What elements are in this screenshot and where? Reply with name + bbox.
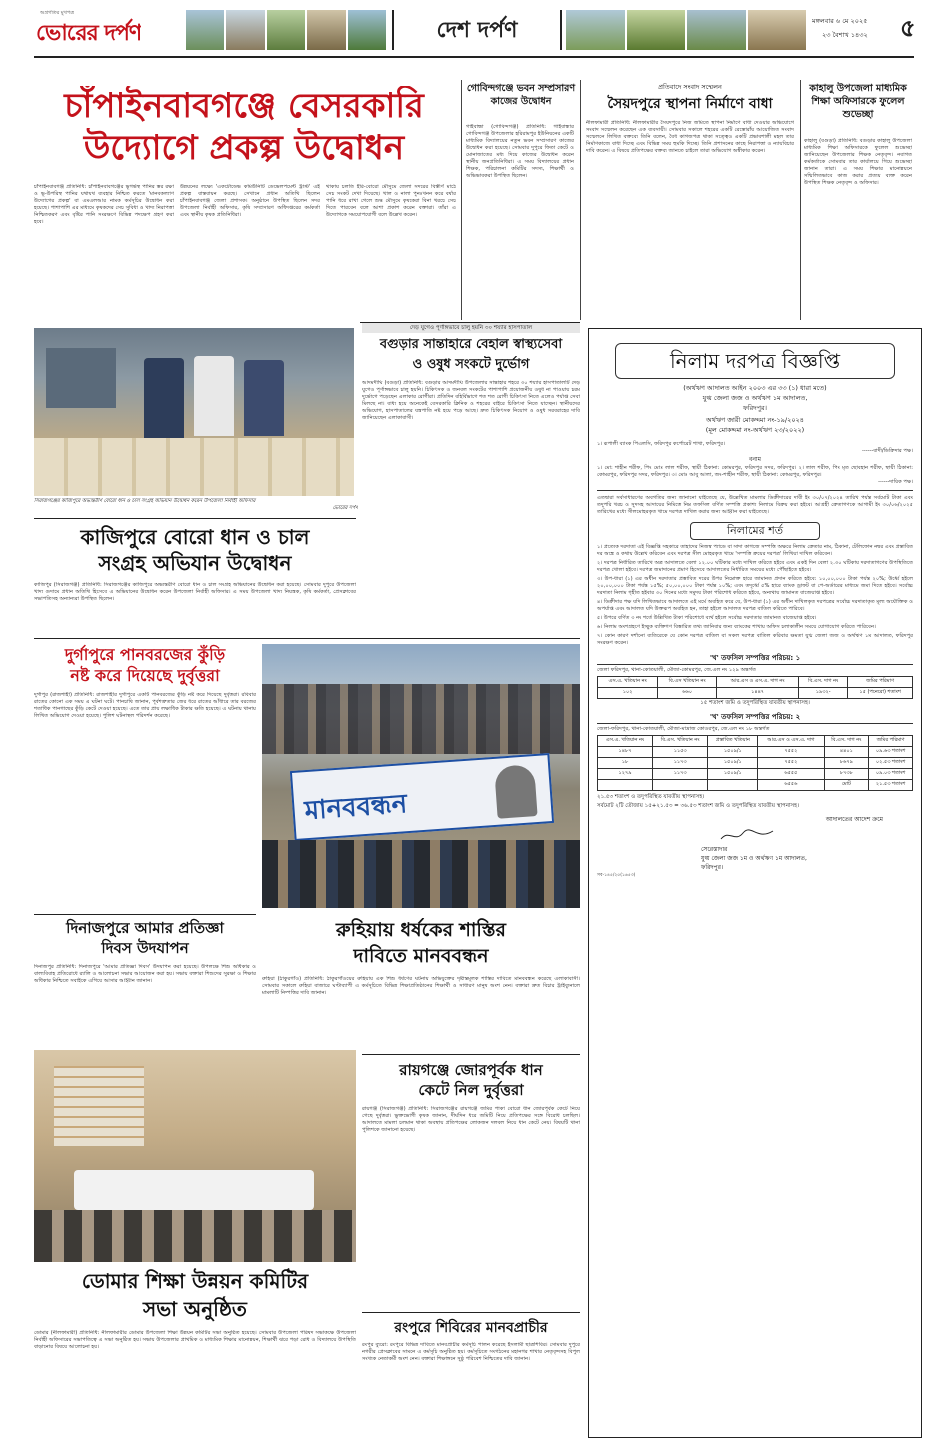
section-box [392,10,562,50]
table-cell: ১৫০৯/১ [708,758,758,769]
ruhia-photo [262,644,580,908]
table-row [598,769,913,780]
kazipur-headline-2[interactable]: সংগ্রহ অভিযান উদ্বোধন [98,551,292,575]
ruhia-headline-2[interactable]: দাবিতে মানববন্ধন [353,945,489,967]
domar-photo [34,1050,356,1262]
table-row [598,688,913,699]
table-cell: ১০২ [598,688,658,699]
durgapur-body: দুর্গাপুর (রাজশাহী) প্রতিনিধি: রাজশাহীর দুর্গাপুরে একটি পানবরজের কুঁড়ি নষ্ট করে দিয়েছে দুর্বৃত্তরা। রবিবার রাতের কোনো এক সময় এ ঘটনা ঘটে। পানচাষি জানান, পূর্বশত্রুতার জের ধরে রাতের আঁধারে তার বরজের শতাধিক পানগাছের কুঁড়ি কেটে দেওয়া হয়েছে। এতে তার প্রায় লক্ষাধিক টাকার ক্ষতি হয়েছে। এ ঘটনায় থানায় লিখিত অভিযোগ দেওয়া হয়েছে। পুলিশ ঘটনাস্থল পরিদর্শন করেছে। [34,692,256,719]
santahar-kicker: দেড় যুগেও পূর্ণাঙ্গভাবে চালু হয়নি ৩০ শয্যার হাসপাতাল [362,323,580,333]
masthead-photo-strip-right [566,10,806,50]
durgapur-headline-2[interactable]: নষ্ট করে দিয়েছে দুর্বৃত্তরা [70,666,220,685]
schedule1-header: বি.এস খতিয়ান নং [658,677,717,688]
notice-party2: ১। মো: শাহীন শরীফ, পিং মোঃ লাল শরীফ, স্থায়ী ঠিকানা: কোমরপুর, ফরিদপুর সদর, ফরিদপুর। ২। লাল শরীফ, পিং মৃত ছোবহান শরীফ, স্থায়ী ঠিকানা: কোমরপুর, ফরিদপুর সদর, ফরিদপুর। ৩। মোঃ আবু আলা, জং-শাহীন শরীফ, স্থায়ী ঠিকানা: কোমরপুর, ফরিদপুর। [597,465,913,478]
table-cell: ৬৫৫৫ [758,769,824,780]
masthead-photo-strip [186,10,386,50]
table-cell [598,780,653,791]
notice-case-no: অর্থঋণ জারী মোকদ্দমা নং-১৯/২০২৪ [705,416,804,424]
table-cell: ১৯৩২- [799,688,848,699]
notice-title: নিলাম দরপত্র বিজ্ঞপ্তি [669,349,841,373]
lead-headline-1[interactable]: চাঁপাইনবাবগঞ্জে বেসরকারি [64,86,424,126]
schedule1-header: বি.এস. দাগ নং [799,677,848,688]
table-cell: ১৮ [598,758,653,769]
schedule1-footer: ১৫ শতাংশ জমি ও তদুপরিস্থিত যাবতীয় স্থাপনাসহ। [700,700,810,706]
logo-tagline: অগ্রগতির মুখপত্র [40,10,75,16]
schedule2-header: প্রস্তাবিত খতিয়ান [708,736,758,747]
notice-party2-role: ------দায়িক পক্ষ। [878,479,913,485]
lead-body-col-2: উন্নয়নের লক্ষ্যে 'একটোডেভ কমিউনিটি ডেভেলপমেন্ট ট্রাস্ট' এই প্রকল্প বাস্তবায়ন করছে। সেখানে প্রধান অতিথি ছিলেন চাঁপাইনবাবগঞ্জ জেলা প্রশাসক। অনুষ্ঠানে উপস্থিত ছিলেন সদর উপজেলা নির্বাহী অফিসার, কৃষি সম্প্রসারণ অধিদপ্তরের কর্মকর্তা এবং স্থানীয় কৃষক প্রতিনিধিরা। [180,184,320,218]
table-cell: ০৯.০৩ শতাংশ [869,769,913,780]
table-cell [708,780,758,791]
notice-orig-case: (মূল মোকদ্দমা নং-অর্থঋণ ২৩/২০২২) [705,426,805,434]
notice-versus: বনাম [749,456,761,463]
ruhia-headline-1[interactable]: রুহিয়ায় ধর্ষকের শাস্তির [336,919,506,941]
kahalu-headline[interactable]: কাহালু উপজেলা মাধ্যমিক শিক্ষা অফিসারকে ফুলেল শুভেচ্ছা [809,83,907,120]
notice-intro: এতদ্বারা সর্বসাধারণের অবগতির জন্য জানানো যাইতেছে যে, উল্লেখিত মামলার ডিক্রীদারের দাবী ইং ৩০/০৭/২০২৪ তারিখ পর্যন্ত সর্বমোট টাকা এবং তদুপরি খরচ ও সুদসহ আদায়ের নিমিত্তে নিম্ন তফসিল বর্ণিত সম্পত্তি প্রকাশ্য নিলামে বিক্রয় করা হইবে। আগ্রহী ক্রেতাগণকে আগামী ইং ৩০/০৬/২০২৫ তারিখের মধ্যে সীলমোহরকৃত খামে দরপত্র দাখিল করার জন্য আহ্বান করা যাইতেছে। [597,495,913,515]
schedule2-header: বি.এস. খতিয়ান নং [652,736,707,747]
gobindaganj-body: গাইবান্ধা (গোবিন্দগঞ্জ) প্রতিনিধি: গাইবান্ধার গোবিন্দগঞ্জ উপজেলার হরিরামপুর ইউনিয়নের একটি মাধ্যমিক বিদ্যালয়ের নতুন ভবন সম্প্রসারণ কাজের উদ্বোধন করা হয়েছে। সোমবার দুপুরে ফিতা কেটে ও মোনাজাতের মধ্য দিয়ে কাজের উদ্বোধন করেন স্থানীয় জনপ্রতিনিধিরা। এ সময় বিদ্যালয়ের প্রধান শিক্ষক, পরিচালনা কমিটির সদস্য, শিক্ষার্থী ও অভিভাবকরা উপস্থিত ছিলেন। [466,124,574,179]
table-cell: ১১৫৩ [652,747,707,758]
table-cell: ১৫০৯/১ [708,769,758,780]
table-cell: ১২৭৯ [598,769,653,780]
raiganj-body: রায়গঞ্জ (সিরাজগঞ্জ) প্রতিনিধি: সিরাজগঞ্জের রায়গঞ্জে জমির পাকা বোরো ধান জোরপূর্বক কেটে নিয়ে গেছে দুর্বৃত্তরা। ভুক্তভোগী কৃষক জানান, দীর্ঘদিন ধরে জমিটি নিয়ে প্রতিপক্ষের সঙ্গে বিরোধ চলছিল। আদালতে মামলা চলমান থাকা অবস্থায় প্রতিপক্ষের লোকজন দলবল নিয়ে ধান কেটে নেয়। বিষয়টি থানা পুলিশকে জানানো হয়েছে। [362,1106,580,1133]
saidpur-body: নীলফামারী প্রতিনিধি: নীলফামারীর সৈয়দপুরে নিজ জমিতে স্থাপনা নির্মাণে বাধা দেওয়ার অভিযোগে সংবাদ সম্মেলন করেছেন এক ব্যবসায়ী। সোমবার সকালে শহরের একটি রেস্তোরাঁয় আয়োজিত সংবাদ সম্মেলনে লিখিত বক্তব্যে তিনি বলেন, বৈধ কাগজপত্র থাকা সত্ত্বেও একটি প্রভাবশালী মহল তার নির্মাণকাজে বাধা দিচ্ছে এবং বিভিন্ন সময় হুমকি দিচ্ছে। তিনি প্রশাসনের কাছে নিরাপত্তা ও ন্যায়বিচার দাবি করেন। এ বিষয়ে প্রতিপক্ষের বক্তব্য জানতে চাইলে তারা অভিযোগ অস্বীকার করেন। [586,120,794,154]
table-cell: ০২.৫৩ শতাংশ [869,758,913,769]
signature-office: যুগ্ম জেলা জজ ১ম ও অর্থঋণ ১ম আদালত, [701,855,807,862]
table-cell: ৪৪০১ [824,747,869,758]
table-cell: ১৫০৯/১ [708,747,758,758]
logo[interactable]: ভোরের দর্পণ [36,20,142,46]
santahar-body: আদমদীঘি (বগুড়া) প্রতিনিধি: বগুড়ার আদমদীঘি উপজেলার সান্তাহার শহরে ৩০ শয্যার হাসপাতালটি দেড় যুগেও পূর্ণাঙ্গভাবে চালু হয়নি। চিকিৎসক ও জনবল সংকটের পাশাপাশি প্রয়োজনীয় ওষুধ না পাওয়ায় চরম দুর্ভোগে পড়েছেন এলাকার রোগীরা। প্রতিদিন বহির্বিভাগে শত শত রোগী চিকিৎসা নিতে এলেও পর্যাপ্ত সেবা মিলছে না। বাধ্য হয়ে অনেকেই বেসরকারি ক্লিনিক ও শহরের বাইরে চিকিৎসা নিতে যাচ্ছেন। স্থানীয়দের অভিযোগ, হাসপাতালের যন্ত্রপাতি নষ্ট হয়ে পড়ে আছে। দ্রুত চিকিৎসক নিয়োগ ও ওষুধ সরবরাহের দাবি জানিয়েছেন এলাকাবাসী। [362,380,580,421]
table-cell: ১৪৪৭ [717,688,799,699]
kahalu-body: কাহালু (বগুড়া) প্রতিনিধি: বগুড়ার কাহালু উপজেলা মাধ্যমিক শিক্ষা অফিসারকে ফুলেল শুভেচ্ছা জানিয়েছেন উপজেলার শিক্ষক নেতৃবৃন্দ। নবাগত কর্মকর্তাকে সোমবার তার কার্যালয়ে গিয়ে শুভেচ্ছা জানান তারা। এ সময় শিক্ষার মানোন্নয়নে সম্মিলিতভাবে কাজ করার প্রত্যয় ব্যক্ত করেন উপস্থিত শিক্ষক নেতৃবৃন্দ ও অফিসার। [804,138,912,186]
raiganj-headline-1[interactable]: রায়গঞ্জে জোরপূর্বক ধান [399,1061,543,1079]
saidpur-kicker: প্রতিবাদে সংবাদ সম্মেলন [658,83,722,91]
lead-headline-2[interactable]: উদ্যোগে প্রকল্প উদ্বোধন [83,128,405,168]
kazipur-photo-caption: সিরাজগঞ্জের কাজিপুরে অভ্যন্তরীণ বোরো ধান ও চাল সংগ্রহ অভিযান উদ্বোধন করেন উপজেলা নির্বাহী অফিসার [34,498,256,504]
section-title: দেশ দর্পণ [436,17,518,43]
ruhia-body: রুহিয়া (ঠাকুরগাঁও) প্রতিনিধি: ঠাকুরগাঁওয়ের রুহিয়ায় এক শিশু ধর্ষণের ঘটনায় অভিযুক্তের দৃষ্টান্তমূলক শাস্তির দাবিতে মানববন্ধন করেছে এলাকাবাসী। সোমবার সকালে রুহিয়া বাজারে ঘণ্টাব্যাপী এ কর্মসূচিতে বিভিন্ন শিক্ষাপ্রতিষ্ঠানের শিক্ষার্থী ও সাধারণ মানুষ অংশ নেন। বক্তারা দ্রুত বিচার ট্রাইব্যুনালে মামলাটি নিষ্পত্তির দাবি জানান। [262,976,580,996]
santahar-headline-2[interactable]: ও ওষুধ সংকটে দুর্ভোগ [412,357,530,372]
table-cell: ২১.৫৩ শতাংশ [869,780,913,791]
table-cell: ৬৫৫৬ [758,780,824,791]
gobindaganj-headline[interactable]: গোবিন্দগঞ্জে ভবন সম্প্রসারণ কাজের উদ্বোধন [466,83,576,107]
term-7: ৭। কোন কারণ দর্শানো ব্যতিরেকে যে কোন দরপত্র বাতিল বা সকল দরপত্র বাতিল করিবার ক্ষমতা যুগ্ম জেলা জজ ও অর্থঋণ ১ম আদালত, ফরিদপুর সংরক্ষণ করেন। [597,633,913,646]
table-cell: ১১৭৩ [652,769,707,780]
schedule2-header: আর.এস ও এস.এ. দাগ [758,736,824,747]
domar-body: ডোমার (নীলফামারী) প্রতিনিধি: নীলফামারীর ডোমার উপজেলা শিক্ষা উন্নয়ন কমিটির সভা অনুষ্ঠিত হয়েছে। সোমবার উপজেলা পরিষদ সভাকক্ষে উপজেলা নির্বাহী অফিসারের সভাপতিত্বে এ সভা অনুষ্ঠিত হয়। সভায় উপজেলার প্রাথমিক ও মাধ্যমিক শিক্ষার মানোন্নয়ন, শিক্ষার্থী ঝরে পড়া রোধ ও বিদ্যালয়ে উপস্থিতি বাড়ানোর বিষয়ে আলোচনা হয়। [34,1330,356,1350]
date-line-2: ২৩ বৈশাখ ১৪৩২ [822,31,868,39]
table-cell: ৭৫৫২ [758,758,824,769]
table-row [598,780,913,791]
dinajpur-headline-1[interactable]: দিনাজপুরে আমার প্রতিজ্ঞা [66,919,224,937]
terms-title: নিলামের শর্ত [727,524,783,537]
domar-headline-2[interactable]: সভা অনুষ্ঠিত [143,1297,247,1321]
table-row [598,758,913,769]
notice-signoff: আদালতের আদেশ ক্রমে [825,816,883,823]
schedule1-header: জমির পরিমাণ [848,677,913,688]
kazipur-body: কাজিপুর (সিরাজগঞ্জ) প্রতিনিধি: সিরাজগঞ্জের কাজিপুরে অভ্যন্তরীণ বোরো ধান ও চাল সংগ্রহ অভিযানের উদ্বোধন করা হয়েছে। সোমবার দুপুরে উপজেলা খাদ্য গুদামে প্রধান অতিথি হিসেবে এ অভিযানের উদ্বোধন করেন উপজেলা নির্বাহী অফিসার। এ সময় উপজেলা খাদ্য নিয়ন্ত্রক, কৃষি কর্মকর্তা, প্রেসক্লাবের সভাপতিসহ অন্যান্যরা উপস্থিত ছিলেন। [34,582,356,602]
table-cell [652,780,707,791]
table-cell: ৮৭৩৮ [824,769,869,780]
table-cell: ৬৬০ [658,688,717,699]
schedule1-title: 'খ' তফসিল সম্পত্তির পরিচয়: ১ [597,653,913,665]
schedule2-header: বি.এস. দাগ নং [824,736,869,747]
kazipur-headline-1[interactable]: কাজিপুরে বোরো ধান ও চাল [80,525,310,549]
signature-mark [717,827,777,845]
auction-notice [588,328,922,1438]
notice-district: ফরিদপুর। [743,404,767,412]
masthead [0,0,945,72]
term-1: ১। প্রত্যেক দরদাতা এই বিজ্ঞপ্তি সহকারে তাহাদের নিজস্ব প্যাডে বা সাদা কাগজে সম্পত্তি অক্ষরে নিলাম ক্রেতার নাম, ঠিকানা, টেলিফোন নম্বর এবং প্রস্তাবিত দর অঙ্কে ও কথায় উল্লেখ করিবেন এবং দরপত্র সীল মোহরকৃত খামে 'সম্পত্তি ক্রয়ের দরপত্র' লিখিয়া দাখিল করিবেন। [597,544,913,557]
signature-title: সেরেস্তাদার [701,846,728,853]
kazipur-photo [34,328,354,496]
page-number: ৫ [900,13,916,42]
table-cell: ৮৬৭৯ [824,758,869,769]
schedule2-title: 'খ' তফসিল সম্পত্তির পরিচয়: ২ [597,712,913,724]
rangpur-headline[interactable]: রংপুরে শিবিরের মানবপ্রাচীর [394,1320,548,1336]
table-cell: ১১৭৩ [652,758,707,769]
rangpur-body: রংপুর ব্যুরো: রংপুরে বিভিন্ন দাবিতে মানবপ্রাচীর কর্মসূচি পালন করেছে ইসলামী ছাত্রশিবির। সোমবার দুপুরে নগরীর প্রেসক্লাবের সামনে এ কর্মসূচি অনুষ্ঠিত হয়। কর্মসূচিতে সংগঠনের মহানগর শাখার নেতৃবৃন্দসহ বিপুল সংখ্যক নেতাকর্মী অংশ নেন। বক্তারা শিক্ষাঙ্গনে সুষ্ঠু পরিবেশ নিশ্চিতের দাবি জানান। [362,1342,580,1362]
date-line-1: মঙ্গলবার ৬ মে ২০২৫ [812,17,868,25]
schedule1-header: এস.এ. খতিয়ান নং [598,677,658,688]
table-cell: ১৪৮৭ [598,747,653,758]
table-row [598,747,913,758]
term-2: ২। দরপত্র নির্ধারিত তারিখে অত্র আদালতে বেলা ১২.০০ ঘটিকার মধ্যে দাখিল করিতে হইবে এবং একই দিন বেলা ২.৩০ ঘটিকায় দরদাতাগণের উপস্থিতিতে দরপত্র খোলা হইবে। দরপত্র জমাদানের প্রমাণ হিসেবে আদালতের নির্ধারিত সময়ের মধ্যে পৌঁছাইতে হইবে। [597,560,913,573]
notice-court: যুগ্ম জেলা জজ ও অর্থঋণ ১ম আদালত, [702,394,808,402]
term-3: ৩। উপ-ধারা (১) এর অধীন দরদাতার প্রস্তাবিত দরের উপর নিম্নোক্ত হারে জামানত প্রদান করিতে হইবে: ১০,০০,০০০ টাকা পর্যন্ত ২০%; উর্ধ্বে হইলে ২০,০০,০০০ টাকা পর্যন্ত ১৫%; ৫০,০০,০০০ টাকা পর্যন্ত ১০%; এবং তদূর্ধ্বে ৫% হারে ব্যাংক ড্রাফট বা পে-অর্ডারের মাধ্যমে জমা দিতে হইবে। সর্বোচ্চ দরদাতা নিলাম গৃহীত হইবার ৩০ দিনের মধ্যে সমুদয় টাকা পরিশোধ করিতে হইবে, অন্যথায় জামানত বাজেয়াপ্ত হইবে। [597,576,913,596]
schedule2-header: এস.এ. খতিয়ান নং [598,736,653,747]
term-4: ৪। ডিক্রীদার পক্ষ যদি লিখিতভাবে আদালতে এই মর্মে অবহিত করে যে, উপ-ধারা (১) এর অধীন দাখিলকৃত দরপত্রের সর্বোচ্চ দরদাতাকৃত মূল্য অযৌক্তিক ও অপর্যাপ্ত এবং আদালত যদি উক্তরূপ অবহিত হন, তাহা হইলে আদালত দরপত্র বাতিল করিতে পারিবে। [597,599,913,612]
ruhia-banner-text: মানববন্ধন [303,789,409,827]
table-cell: মোট [824,780,869,791]
schedule2-header: জমির পরিমাণ [869,736,913,747]
schedule1-table [597,676,913,699]
dinajpur-body: দিনাজপুর প্রতিনিধি: দিনাজপুরে 'আমার প্রতিজ্ঞা দিবস' উদযাপন করা হয়েছে। উপলক্ষে শিশু অধিকার ও বাল্যবিবাহ প্রতিরোধে র‍্যালি ও আলোচনা সভার আয়োজন করা হয়। সভায় বক্তারা শিশুদের সুরক্ষা ও শিক্ষার অধিকার নিশ্চিতে সবাইকে এগিয়ে আসার আহ্বান জানান। [34,964,256,984]
schedule1-location: জেলা ফরিদপুর, থানা-কোতয়ালী, মৌজা-কোমরপুর, জে.এল নং ১২৯ অন্তর্গত [597,667,757,673]
signature-place: ফরিদপুর। [701,864,724,871]
table-cell: ৭৫৫২ [758,747,824,758]
table-cell: ০৯.৬৩ শতাংশ [869,747,913,758]
notice-subtitle: (অর্থঋণ আদালত আইন ২০০৩ এর ৩৩ (১) ধারা মতে) [683,384,827,392]
term-6: ৬। নিলাম অংশগ্রহণে ইচ্ছুক ব্যক্তিগণ বিস্তারিত তথ্য জানিবার জন্য ব্যাংকের শাখায় অফিস চলাকালীন সময়ে যোগাযোগ করিতে পারিবেন। [597,624,876,630]
notice-party1: ১। রূপালী ব্যাংক পিএলসি, ফরিদপুর কর্পোরেট শাখা, ফরিদপুর। [597,441,726,447]
terms-title-box [690,522,820,540]
lead-body-col-3: থাকায় চলতি ইরি-বোরো মৌসুমে জেলা সদরের বিস্তীর্ণ মাঠে সেচ সংকট দেখা দিয়েছে। খাল ও নালা পুনঃখনন করে বর্ষার পানি ধরে রাখা গেলে শুষ্ক মৌসুমে কৃষকেরা বিনা খরচে সেচ দিতে পারবেন বলে আশা প্রকাশ করেন বক্তারা। তাঁরা এ উদ্যোগকে সময়োপযোগী বলে উল্লেখ করেন। [326,184,456,218]
saidpur-headline[interactable]: সৈয়দপুরে স্থাপনা নির্মাণে বাধা [607,96,773,112]
notice-title-box [615,343,895,379]
schedule2-table [597,735,913,791]
kazipur-photo-credit: ভোরের দর্পণ [332,505,358,511]
schedule2-location: জেলা-ফরিদপুর, থানা-কোতয়ালী, মৌজা-মাদ্রাজ কোওরপুর, জে.এল নং ১৮ অন্তর্গত [597,726,770,732]
ad-code: সব-১৪৫/২৫(১৬৫৩) [597,873,636,878]
schedule2-footer-1: ২১.৫৩ শতাংশ ও তদুপরিস্থিত যাবতীয় স্থাপনাসহ। [597,794,705,800]
dinajpur-headline-2[interactable]: দিবস উদযাপন [101,939,189,957]
table-cell: ১৫ (পনেরো) শতাংশ [848,688,913,699]
term-5: ৫। উপরে বর্ণিত ৩ নং শর্তে উল্লিখিত টাকা পরিশোধে ব্যর্থ হইলে সর্বোচ্চ দরদাতার জামানত বাজেয়াপ্ত হইবে। [597,615,817,621]
durgapur-headline-1[interactable]: দুর্গাপুরে পানবরজের কুঁড়ি [64,645,226,664]
lead-body-col-1: চাঁপাইনবাবগঞ্জ প্রতিনিধি: চাঁপাইনবাবগঞ্জের ভূগর্ভস্থ পানির স্তর রক্ষা ও ভূ-উপরিস্থ পানির যথাযথ ব্যবহার নিশ্চিত করতে 'মানবকল্যাণ উদ্যোগের প্রকল্প' বা এমএলআর নামক কর্মসূচির উদ্বোধন করা হয়েছে। পাশাপাশি এর মাধ্যমে কৃষকদের সেচ সুবিধা ও খাদ্য নিরাপত্তা নিশ্চিতকরণ এবং বৃষ্টির পানি সংরক্ষণে বিভিন্ন পদক্ষেপ গ্রহণ করা হবে। [34,184,174,225]
schedule1-header: আর.এস ও এস.এ. দাগ নং [717,677,799,688]
santahar-headline-1[interactable]: বগুড়ার সান্তাহারে বেহাল স্বাস্থ্যসেবা [379,337,563,352]
notice-party1-role: ------বাদী/ডিক্রিদার পক্ষ। [861,448,913,454]
domar-headline-1[interactable]: ডোমার শিক্ষা উন্নয়ন কমিটির [81,1269,309,1293]
schedule2-footer-2: সর্বমোট ২টি তৌজায় ১৫+২১.৫৩ = ৩৬.৫৩ শতাংশ জমি ও তদুপরিস্থিত যাবতীয় স্থাপনাসহ। [597,803,800,809]
raiganj-headline-2[interactable]: কেটে নিল দুর্বৃত্তরা [418,1081,524,1099]
